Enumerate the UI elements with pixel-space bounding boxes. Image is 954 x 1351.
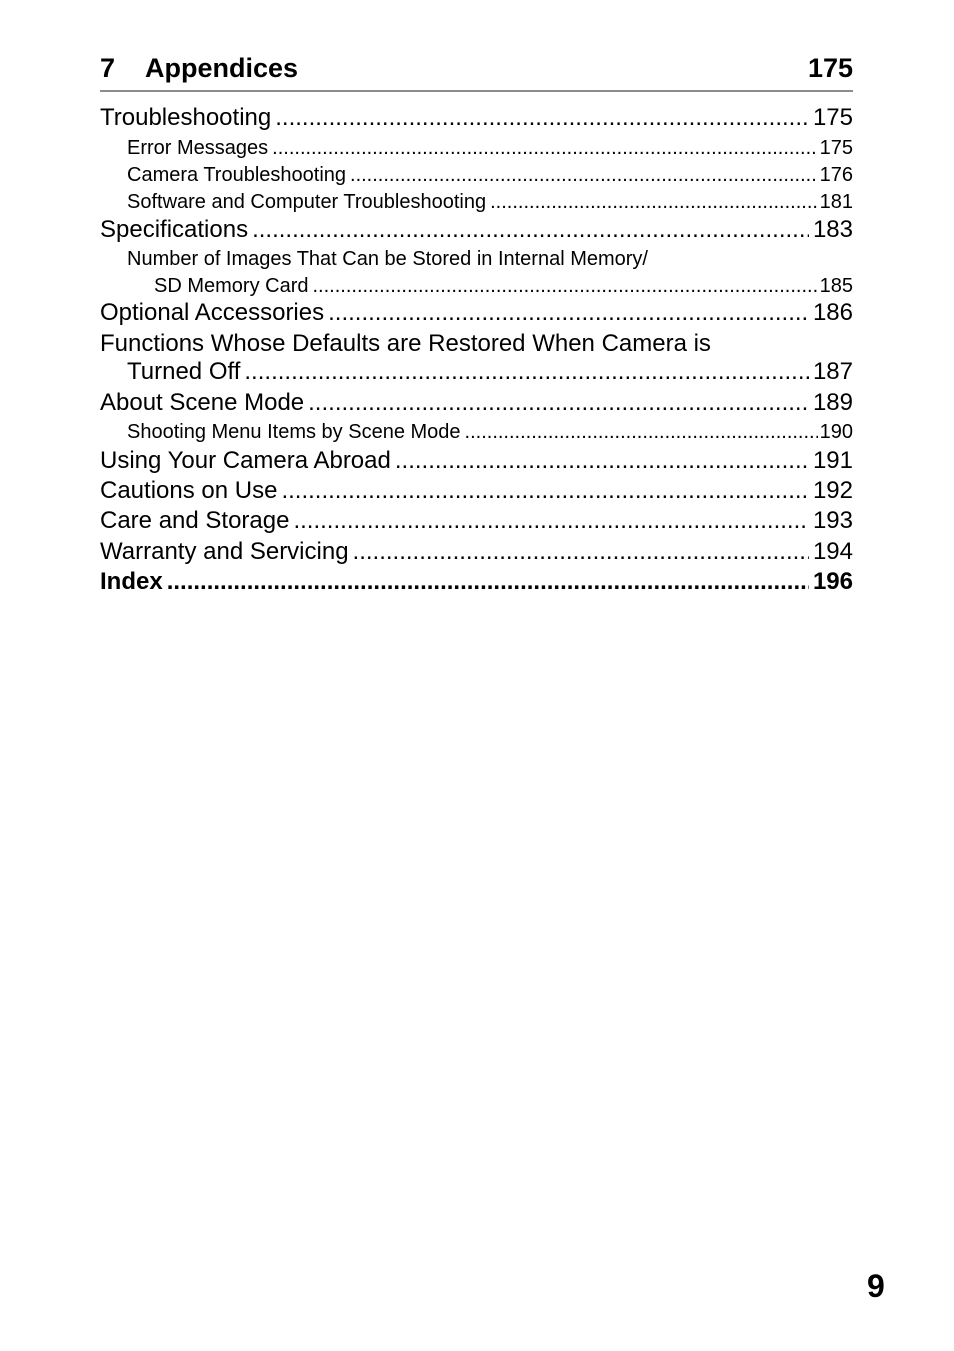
- toc-entry-page: 194: [812, 538, 853, 565]
- dot-leader: [353, 537, 809, 567]
- toc-entry-warranty[interactable]: [100, 537, 853, 567]
- toc-entry-title-line2: SD Memory Card: [154, 275, 309, 297]
- toc-entry-page: 185: [819, 275, 853, 297]
- toc-entry-cautions[interactable]: [100, 476, 853, 506]
- dot-leader: [281, 476, 809, 506]
- chapter-number: 7: [100, 53, 116, 83]
- dot-leader: [272, 135, 817, 161]
- toc-entry-title-line2: Turned Off: [127, 358, 241, 385]
- toc-entry-shooting-menu-items[interactable]: [127, 419, 853, 445]
- toc-entry-page: 190: [819, 421, 853, 443]
- toc-entry-page: 189: [812, 389, 853, 416]
- chapter-header: [100, 50, 853, 92]
- toc-entry-title: Cautions on Use: [100, 477, 278, 504]
- toc-entry-index[interactable]: [100, 567, 853, 597]
- toc-entry-title: About Scene Mode: [100, 389, 305, 416]
- dot-leader: [312, 273, 817, 299]
- toc-entry-page: 176: [819, 164, 853, 186]
- toc-entry-page: 181: [819, 191, 853, 213]
- page-number: 9: [867, 1268, 885, 1304]
- toc-entry-title: Software and Computer Troubleshooting: [127, 191, 487, 213]
- toc-entry-page: 192: [812, 477, 853, 504]
- toc-entry-title-line1[interactable]: Number of Images That Can be Stored in Internal Memory/: [127, 248, 648, 270]
- toc-entry-about-scene-mode[interactable]: [100, 388, 853, 418]
- toc-entry-using-abroad[interactable]: [100, 446, 853, 476]
- toc-entry-number-of-images[interactable]: [154, 273, 853, 299]
- toc-entry-page: 175: [819, 137, 853, 159]
- chapter-page: 175: [807, 53, 853, 83]
- toc-entry-title-line1[interactable]: Functions Whose Defaults are Restored When Camera is: [100, 330, 711, 357]
- toc-entry-title: Optional Accessories: [100, 299, 325, 326]
- toc-entry-error-messages[interactable]: [127, 135, 853, 161]
- toc-entry-page: 183: [812, 216, 853, 243]
- toc-entry-troubleshooting[interactable]: [100, 103, 853, 133]
- dot-leader: [308, 388, 809, 418]
- dot-leader: [490, 189, 818, 215]
- dot-leader: [293, 506, 808, 536]
- toc-entry-page: 186: [812, 299, 853, 326]
- dot-leader: [395, 446, 809, 476]
- toc-entry-title: Camera Troubleshooting: [127, 164, 347, 186]
- toc-entry-optional-accessories[interactable]: [100, 298, 853, 328]
- toc-entry-camera-troubleshooting[interactable]: [127, 162, 853, 188]
- toc-entry-care-storage[interactable]: [100, 506, 853, 536]
- toc-entry-title: Using Your Camera Abroad: [100, 447, 391, 474]
- dot-leader: [465, 419, 818, 445]
- toc-entry-software-troubleshooting[interactable]: [127, 189, 853, 215]
- dot-leader: [350, 162, 818, 188]
- toc-entry-page: 193: [812, 507, 853, 534]
- chapter-title: Appendices: [145, 53, 299, 83]
- toc-entry-title: Shooting Menu Items by Scene Mode: [127, 421, 461, 443]
- toc-entry-functions-defaults[interactable]: [127, 357, 853, 387]
- dot-leader: [167, 567, 809, 597]
- toc-entry-page: 191: [812, 447, 853, 474]
- toc-entry-title: Index: [100, 568, 163, 595]
- toc-entry-title: Care and Storage: [100, 507, 290, 534]
- toc-entry-page: 175: [812, 104, 853, 131]
- toc-entry-page: 196: [812, 568, 853, 595]
- toc-entry-title: Troubleshooting: [100, 104, 272, 131]
- toc-entry-page: 187: [812, 358, 853, 385]
- toc-entry-specifications[interactable]: [100, 215, 853, 245]
- toc-entry-title: Error Messages: [127, 137, 269, 159]
- dot-leader: [244, 357, 809, 387]
- toc-entry-title: Specifications: [100, 216, 249, 243]
- dot-leader: [328, 298, 809, 328]
- dot-leader: [275, 103, 809, 133]
- toc-entry-title: Warranty and Servicing: [100, 538, 349, 565]
- dot-leader: [252, 215, 809, 245]
